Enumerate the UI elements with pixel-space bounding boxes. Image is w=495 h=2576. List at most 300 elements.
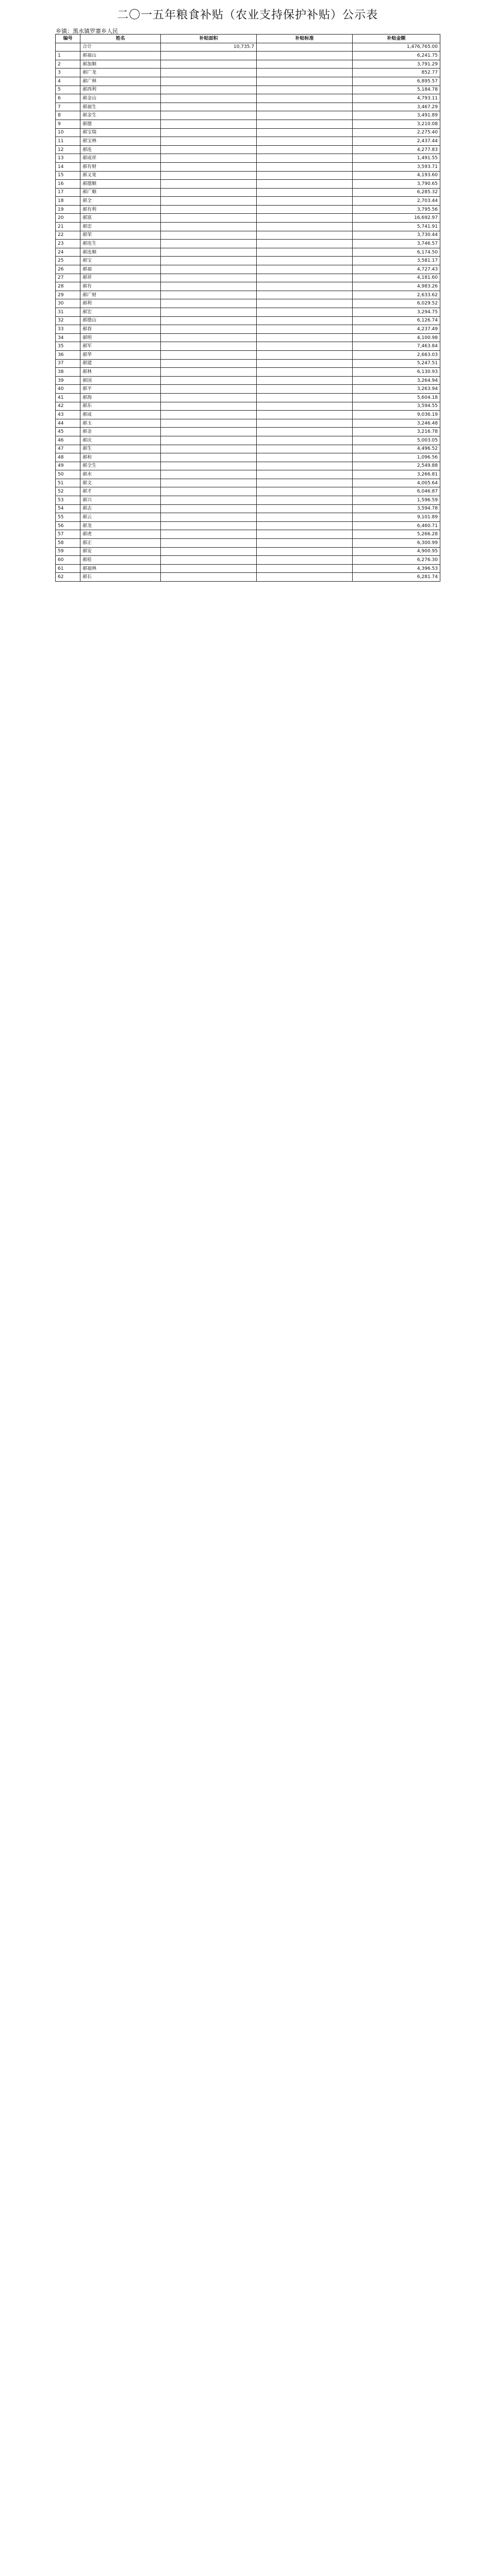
column-header-area: 补贴面积 <box>161 35 257 43</box>
farmer-name: 郝宝林 <box>80 137 161 146</box>
column-header-rate: 补贴标准 <box>257 35 353 43</box>
row-number: 61 <box>56 564 80 573</box>
row-number: 7 <box>56 103 80 111</box>
subsidy-area <box>161 171 257 180</box>
column-header-name: 姓名 <box>80 35 161 43</box>
subsidy-area <box>161 368 257 377</box>
subsidy-amount: 3,791.29 <box>353 60 440 69</box>
farmer-name: 郝明 <box>80 333 161 342</box>
subsidy-rate <box>257 462 353 470</box>
subsidy-rate <box>257 111 353 120</box>
subsidy-amount: 6,126.74 <box>353 316 440 325</box>
row-number: 22 <box>56 231 80 240</box>
subsidy-area <box>161 162 257 171</box>
row-number: 49 <box>56 462 80 470</box>
subsidy-rate <box>257 316 353 325</box>
row-number: 43 <box>56 411 80 419</box>
table-row <box>56 60 440 69</box>
row-number: 50 <box>56 470 80 479</box>
row-number: 1 <box>56 52 80 60</box>
subsidy-rate <box>257 120 353 128</box>
farmer-name: 郝志 <box>80 504 161 513</box>
subsidy-rate <box>257 376 353 385</box>
subsidy-rate <box>257 564 353 573</box>
farmer-name: 郝全生 <box>80 462 161 470</box>
table-row <box>56 308 440 317</box>
farmer-name: 郝宏 <box>80 308 161 317</box>
row-number: 37 <box>56 359 80 368</box>
farmer-name: 郝广财 <box>80 291 161 299</box>
table-row <box>56 180 440 189</box>
table-row <box>56 436 440 445</box>
row-number: 44 <box>56 419 80 428</box>
subsidy-amount: 9,101.89 <box>353 513 440 522</box>
row-number: 24 <box>56 248 80 257</box>
farmer-name: 郝平 <box>80 385 161 394</box>
subsidy-rate <box>257 137 353 146</box>
subsidy-amount: 5,266.28 <box>353 530 440 539</box>
table-row <box>56 504 440 513</box>
farmer-name: 郝云 <box>80 513 161 522</box>
subsidy-amount: 2,633.62 <box>353 291 440 299</box>
table-row <box>56 274 440 282</box>
subsidy-area <box>161 69 257 77</box>
row-number: 9 <box>56 120 80 128</box>
subsidy-rate <box>257 197 353 206</box>
farmer-name: 郝宝 <box>80 257 161 265</box>
row-number <box>56 43 80 52</box>
subsidy-amount: 6,276.30 <box>353 556 440 565</box>
table-row <box>56 479 440 487</box>
subsidy-rate <box>257 145 353 154</box>
subsidy-area <box>161 376 257 385</box>
row-number: 15 <box>56 171 80 180</box>
subsidy-rate <box>257 496 353 505</box>
table-row <box>56 573 440 582</box>
farmer-name: 郝连顺 <box>80 248 161 257</box>
table-row <box>56 402 440 411</box>
row-number: 20 <box>56 214 80 223</box>
subsidy-area <box>161 393 257 402</box>
farmer-name: 郝林 <box>80 368 161 377</box>
row-number: 6 <box>56 94 80 103</box>
farmer-name: 郝庆 <box>80 436 161 445</box>
row-number: 39 <box>56 376 80 385</box>
farmer-name: 郝全 <box>80 197 161 206</box>
subsidy-amount: 4,396.53 <box>353 564 440 573</box>
farmer-name: 郝福生 <box>80 103 161 111</box>
subsidy-rate <box>257 385 353 394</box>
table-row <box>56 240 440 248</box>
farmer-name: 郝和 <box>80 453 161 462</box>
subsidy-rate <box>257 291 353 299</box>
subsidy-area <box>161 419 257 428</box>
row-number: 31 <box>56 308 80 317</box>
farmer-name: 郝有 <box>80 282 161 291</box>
farmer-name: 郝生 <box>80 445 161 453</box>
table-row <box>56 94 440 103</box>
table-row <box>56 282 440 291</box>
subsidy-amount: 7,463.84 <box>353 342 440 351</box>
farmer-name: 郝虎 <box>80 530 161 539</box>
subsidy-rate <box>257 419 353 428</box>
subsidy-amount: 5,184.78 <box>353 86 440 94</box>
row-number: 57 <box>56 530 80 539</box>
table-row <box>56 368 440 377</box>
row-number: 10 <box>56 128 80 137</box>
subsidy-area <box>161 137 257 146</box>
row-number: 23 <box>56 240 80 248</box>
subsidy-area <box>161 291 257 299</box>
table-row <box>56 513 440 522</box>
table-row <box>56 103 440 111</box>
farmer-name: 郝国 <box>80 376 161 385</box>
row-number: 41 <box>56 393 80 402</box>
table-row <box>56 197 440 206</box>
subsidy-area: 10,735.7 <box>161 43 257 52</box>
table-row <box>56 333 440 342</box>
row-number: 12 <box>56 145 80 154</box>
subsidy-area <box>161 214 257 223</box>
farmer-name: 郝荣 <box>80 231 161 240</box>
table-row <box>56 539 440 548</box>
subsidy-amount: 3,210.08 <box>353 120 440 128</box>
farmer-name: 郝福林 <box>80 564 161 573</box>
farmer-name: 郝连 <box>80 145 161 154</box>
subsidy-amount: 2,703.44 <box>353 197 440 206</box>
row-number: 38 <box>56 368 80 377</box>
subsidy-rate <box>257 368 353 377</box>
table-row <box>56 162 440 171</box>
table-row <box>56 171 440 180</box>
farmer-name: 郝军 <box>80 342 161 351</box>
subsidy-rate <box>257 453 353 462</box>
table-row <box>56 154 440 163</box>
table-row <box>56 257 440 265</box>
subsidy-amount: 3,593.71 <box>353 162 440 171</box>
subsidy-amount: 5,741.91 <box>353 223 440 231</box>
row-number: 14 <box>56 162 80 171</box>
farmer-name: 郝广龙 <box>80 69 161 77</box>
subsidy-amount: 852.77 <box>353 69 440 77</box>
table-row <box>56 205 440 214</box>
subsidy-rate <box>257 393 353 402</box>
subsidy-amount: 6,046.87 <box>353 487 440 496</box>
farmer-name: 郝安 <box>80 547 161 556</box>
table-row <box>56 69 440 77</box>
subsidy-area <box>161 223 257 231</box>
table-row <box>56 325 440 334</box>
subsidy-amount: 3,294.75 <box>353 308 440 317</box>
farmer-name: 郝文 <box>80 479 161 487</box>
farmer-name: 郝西利 <box>80 86 161 94</box>
table-row <box>56 385 440 394</box>
subsidy-amount: 2,549.88 <box>353 462 440 470</box>
table-row <box>56 547 440 556</box>
subsidy-table <box>55 34 440 582</box>
farmer-name: 郝玉 <box>80 419 161 428</box>
row-number: 11 <box>56 137 80 146</box>
table-row <box>56 411 440 419</box>
subsidy-amount: 3,263.94 <box>353 385 440 394</box>
table-row <box>56 564 440 573</box>
subsidy-rate <box>257 86 353 94</box>
subsidy-rate <box>257 539 353 548</box>
table-row <box>56 470 440 479</box>
row-number: 36 <box>56 350 80 359</box>
subsidy-amount: 4,100.98 <box>353 333 440 342</box>
subsidy-area <box>161 547 257 556</box>
row-number: 21 <box>56 223 80 231</box>
subsidy-rate <box>257 547 353 556</box>
farmer-name: 郝桂 <box>80 556 161 565</box>
farmer-name: 郝金生 <box>80 111 161 120</box>
subsidy-amount: 16,692.97 <box>353 214 440 223</box>
subsidy-rate <box>257 530 353 539</box>
row-number: 17 <box>56 188 80 197</box>
table-row <box>56 299 440 308</box>
table-row <box>56 428 440 436</box>
subsidy-area <box>161 120 257 128</box>
subsidy-area <box>161 308 257 317</box>
subsidy-amount: 4,793.11 <box>353 94 440 103</box>
farmer-name: 郝海 <box>80 393 161 402</box>
table-row <box>56 496 440 505</box>
subsidy-amount: 3,730.44 <box>353 231 440 240</box>
farmer-name: 郝德山 <box>80 316 161 325</box>
subsidy-rate <box>257 556 353 565</box>
subsidy-area <box>161 248 257 257</box>
subsidy-area <box>161 205 257 214</box>
subsidy-amount: 3,467.29 <box>353 103 440 111</box>
subsidy-area <box>161 128 257 137</box>
table-row <box>56 223 440 231</box>
subsidy-amount: 5,604.18 <box>353 393 440 402</box>
subsidy-area <box>161 496 257 505</box>
subsidy-area <box>161 257 257 265</box>
row-number: 18 <box>56 197 80 206</box>
subsidy-amount: 3,795.56 <box>353 205 440 214</box>
subsidy-rate <box>257 154 353 163</box>
subsidy-amount: 3,246.48 <box>353 419 440 428</box>
table-row <box>56 111 440 120</box>
row-number: 27 <box>56 274 80 282</box>
farmer-name: 郝金 <box>80 428 161 436</box>
farmer-name: 郝龙 <box>80 521 161 530</box>
subsidy-area <box>161 86 257 94</box>
table-row <box>56 128 440 137</box>
subsidy-amount: 1,596.59 <box>353 496 440 505</box>
subsidy-rate <box>257 402 353 411</box>
subsidy-rate <box>257 94 353 103</box>
table-row <box>56 350 440 359</box>
subsidy-amount: 6,285.32 <box>353 188 440 197</box>
subsidy-area <box>161 154 257 163</box>
subsidy-area <box>161 52 257 60</box>
subsidy-amount: 4,900.95 <box>353 547 440 556</box>
table-row <box>56 453 440 462</box>
table-row <box>56 521 440 530</box>
subsidy-amount: 1,476,765.00 <box>353 43 440 52</box>
subsidy-rate <box>257 103 353 111</box>
subsidy-amount: 4,181.60 <box>353 274 440 282</box>
table-header-row <box>56 35 440 43</box>
farmer-name: 郝金山 <box>80 94 161 103</box>
row-number: 32 <box>56 316 80 325</box>
subsidy-area <box>161 325 257 334</box>
subsidy-rate <box>257 504 353 513</box>
row-number: 48 <box>56 453 80 462</box>
subsidy-area <box>161 60 257 69</box>
subsidy-rate <box>257 180 353 189</box>
subsidy-area <box>161 188 257 197</box>
farmer-name: 郝加顺 <box>80 60 161 69</box>
table-row <box>56 291 440 299</box>
subsidy-area <box>161 103 257 111</box>
subsidy-amount: 3,581.17 <box>353 257 440 265</box>
subsidy-area <box>161 556 257 565</box>
subsidy-amount: 4,983.26 <box>353 282 440 291</box>
row-number: 25 <box>56 257 80 265</box>
table-row <box>56 393 440 402</box>
table-row <box>56 265 440 274</box>
subsidy-rate <box>257 521 353 530</box>
subsidy-area <box>161 470 257 479</box>
table-row <box>56 52 440 60</box>
farmer-name: 郝德 <box>80 120 161 128</box>
subsidy-area <box>161 316 257 325</box>
subsidy-amount: 6,895.57 <box>353 77 440 86</box>
subsidy-rate <box>257 436 353 445</box>
subsidy-rate <box>257 479 353 487</box>
farmer-name: 郝德顺 <box>80 180 161 189</box>
table-row <box>56 342 440 351</box>
subsidy-rate <box>257 445 353 453</box>
subsidy-area <box>161 180 257 189</box>
row-number: 56 <box>56 521 80 530</box>
row-number: 40 <box>56 385 80 394</box>
table-row <box>56 530 440 539</box>
farmer-name: 郝利 <box>80 299 161 308</box>
subsidy-amount: 2,663.03 <box>353 350 440 359</box>
subsidy-amount: 6,029.52 <box>353 299 440 308</box>
subsidy-rate <box>257 308 353 317</box>
row-number: 62 <box>56 573 80 582</box>
farmer-name: 郝连生 <box>80 240 161 248</box>
subsidy-area <box>161 428 257 436</box>
table-row <box>56 137 440 146</box>
table-row <box>56 120 440 128</box>
farmer-name: 郝正 <box>80 539 161 548</box>
table-row <box>56 86 440 94</box>
column-header-amount: 补贴金额 <box>353 35 440 43</box>
subsidy-amount: 2,437.44 <box>353 137 440 146</box>
row-number: 54 <box>56 504 80 513</box>
table-body <box>56 43 440 581</box>
column-header-no: 编号 <box>56 35 80 43</box>
subsidy-rate <box>257 411 353 419</box>
subsidy-rate <box>257 231 353 240</box>
subsidy-rate <box>257 162 353 171</box>
subsidy-area <box>161 521 257 530</box>
table-row <box>56 445 440 453</box>
subsidy-area <box>161 479 257 487</box>
row-number: 59 <box>56 547 80 556</box>
subsidy-rate <box>257 43 353 52</box>
table-row <box>56 376 440 385</box>
row-number: 13 <box>56 154 80 163</box>
farmer-name: 郝成祥 <box>80 154 161 163</box>
farmer-name: 郝建 <box>80 359 161 368</box>
table-row <box>56 419 440 428</box>
subsidy-area <box>161 342 257 351</box>
table-row <box>56 214 440 223</box>
subsidy-area <box>161 530 257 539</box>
subsidy-rate <box>257 240 353 248</box>
subsidy-rate <box>257 359 353 368</box>
farmer-name: 郝才 <box>80 487 161 496</box>
subsidy-rate <box>257 325 353 334</box>
subsidy-rate <box>257 428 353 436</box>
subsidy-area <box>161 453 257 462</box>
subsidy-area <box>161 145 257 154</box>
subsidy-rate <box>257 128 353 137</box>
row-number: 5 <box>56 86 80 94</box>
subsidy-area <box>161 462 257 470</box>
subsidy-amount: 6,130.93 <box>353 368 440 377</box>
row-number: 58 <box>56 539 80 548</box>
row-number: 33 <box>56 325 80 334</box>
subsidy-rate <box>257 470 353 479</box>
subsidy-rate <box>257 188 353 197</box>
row-number: 52 <box>56 487 80 496</box>
subsidy-amount: 3,746.57 <box>353 240 440 248</box>
subsidy-amount: 3,594.78 <box>353 504 440 513</box>
farmer-name: 郝义宽 <box>80 171 161 180</box>
subsidy-rate <box>257 573 353 582</box>
subsidy-area <box>161 77 257 86</box>
row-number: 42 <box>56 402 80 411</box>
table-row <box>56 231 440 240</box>
page-title: 二〇一五年粮食补贴（农业支持保护补贴）公示表 <box>117 9 378 22</box>
farmer-name: 郝成 <box>80 411 161 419</box>
subsidy-amount: 6,460.71 <box>353 521 440 530</box>
farmer-name: 郝福 <box>80 265 161 274</box>
subsidy-rate <box>257 205 353 214</box>
subsidy-area <box>161 487 257 496</box>
row-number: 60 <box>56 556 80 565</box>
subsidy-area <box>161 231 257 240</box>
subsidy-area <box>161 111 257 120</box>
subsidy-amount: 3,491.89 <box>353 111 440 120</box>
row-number: 19 <box>56 205 80 214</box>
subsidy-amount: 5,003.05 <box>353 436 440 445</box>
subsidy-rate <box>257 333 353 342</box>
subsidy-rate <box>257 487 353 496</box>
subsidy-amount: 6,241.75 <box>353 52 440 60</box>
subsidy-rate <box>257 257 353 265</box>
subsidy-amount: 6,174.50 <box>353 248 440 257</box>
subsidy-amount: 1,096.56 <box>353 453 440 462</box>
table-row <box>56 188 440 197</box>
subsidy-rate <box>257 299 353 308</box>
subsidy-area <box>161 504 257 513</box>
farmer-name: 郝水 <box>80 470 161 479</box>
farmer-name: 郝广林 <box>80 77 161 86</box>
row-number: 2 <box>56 60 80 69</box>
farmer-name: 郝祥 <box>80 274 161 282</box>
farmer-name: 郝宝瑞 <box>80 128 161 137</box>
